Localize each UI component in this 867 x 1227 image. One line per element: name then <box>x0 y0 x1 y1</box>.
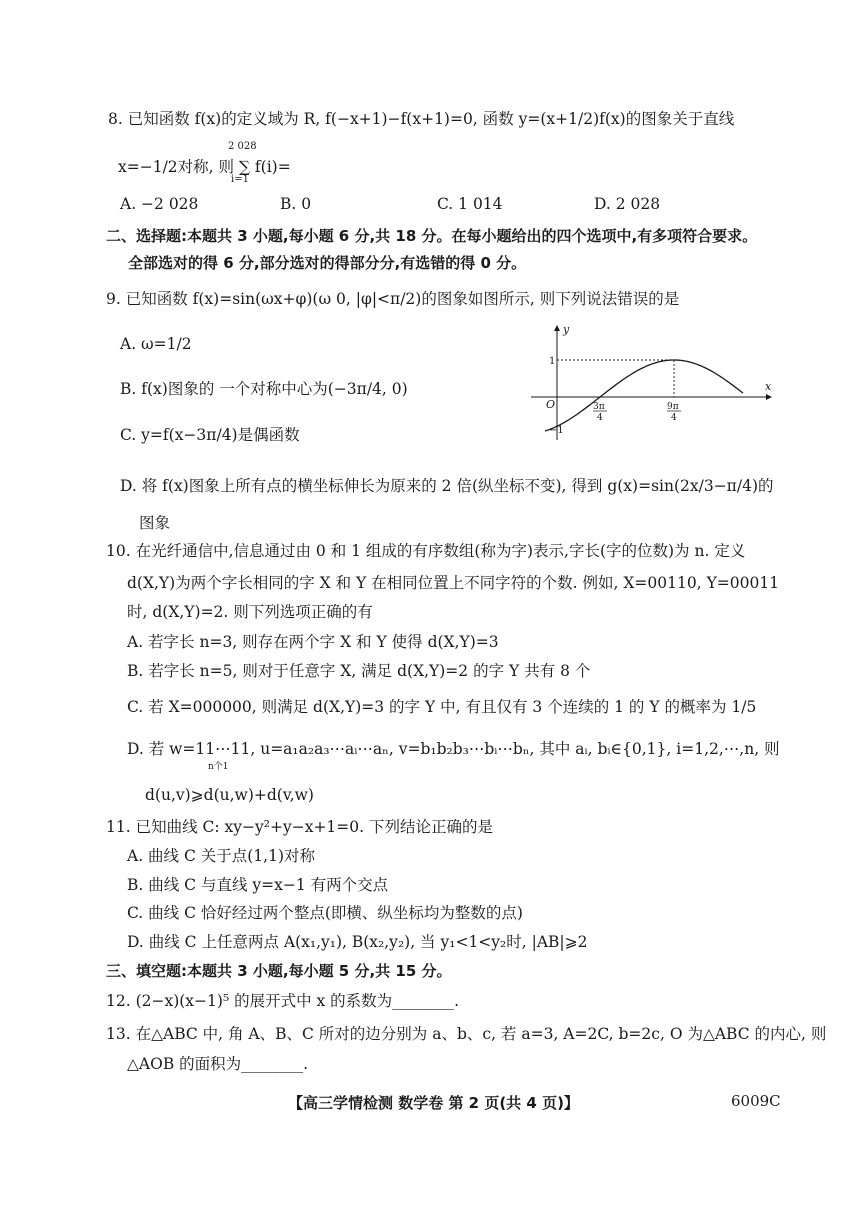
q11-option-a: A. 曲线 C 关于点(1,1)对称 <box>127 847 316 865</box>
origin-label: O <box>546 398 556 411</box>
y-tick-1: 1 <box>549 356 556 367</box>
q9-option-d-line2: 图象 <box>139 514 171 532</box>
q8-option-d: D. 2 028 <box>594 195 661 213</box>
x-axis-label: x <box>765 380 772 393</box>
q10-line2: d(X,Y)为两个字长相同的字 X 和 Y 在相同位置上不同字符的个数. 例如, X=00110, Y=00011 <box>127 574 780 592</box>
x-tick-3pi-num: 3π <box>593 402 605 412</box>
sine-curve <box>545 360 743 431</box>
q10-option-d-line1: D. 若 w=11⋯11, u=a₁a₂a₃⋯aᵢ⋯aₙ, v=b₁b₂b₃⋯bᵢ⋯bₙ, 其中 aᵢ, bᵢ∈{0,1}, i=1,2,⋯,n, 则 <box>127 740 780 758</box>
q8-option-b: B. 0 <box>280 195 312 213</box>
q9-option-d-line1: D. 将 f(x)图象上所有点的横坐标伸长为原来的 2 倍(纵坐标不变), 得到 g(x)=sin(2x/3−π/4)的 <box>120 477 774 495</box>
x-tick-9pi-num: 9π <box>667 402 679 412</box>
q10-line3: 时, d(X,Y)=2. 则下列选项正确的有 <box>127 603 373 621</box>
q9-option-c: C. y=f(x−3π/4)是偶函数 <box>120 426 300 444</box>
sine-graph <box>527 322 777 444</box>
q8-option-a: A. −2 028 <box>120 195 199 213</box>
q10-option-a: A. 若字长 n=3, 则存在两个字 X 和 Y 使得 d(X,Y)=3 <box>127 633 499 651</box>
q9-option-b: B. f(x)图象的 一个对称中心为(−3π/4, 0) <box>120 380 408 398</box>
q10-line1: 10. 在光纤通信中,信息通过由 0 和 1 组成的有序数组(称为字)表示,字长(字的位数)为 n. 定义 <box>106 542 746 560</box>
y-tick-neg1: −1 <box>549 425 564 436</box>
q13-line1: 13. 在△ABC 中, 角 A、B、C 所对的边分别为 a、b、c, 若 a=3, A=2C, b=2c, O 为△ABC 的内心, 则 <box>106 1025 827 1043</box>
q9-stem: 9. 已知函数 f(x)=sin(ωx+φ)(ω 0, |φ|<π/2)的图象如图所示, 则下列说法错误的是 <box>106 290 680 308</box>
y-axis-label: y <box>563 323 570 336</box>
q10-option-b: B. 若字长 n=5, 则对于任意字 X, 满足 d(X,Y)=2 的字 Y 共有 8 个 <box>127 662 591 680</box>
exam-code: 6009C <box>731 1092 781 1110</box>
page-footer: 【高三学情检测 数学卷 第 2 页(共 4 页)】 <box>288 1094 579 1112</box>
q10-option-c: C. 若 X=000000, 则满足 d(X,Y)=3 的字 Y 中, 有且仅有 3 个连续的 1 的 Y 的概率为 1/5 <box>127 698 757 716</box>
section3-heading: 三、填空题:本题共 3 小题,每小题 5 分,共 15 分。 <box>106 962 452 980</box>
q8-line1: 8. 已知函数 f(x)的定义域为 R, f(−x+1)−f(x+1)=0, 函数 y=(x+1/2)f(x)的图象关于直线 <box>108 110 735 128</box>
q8-sum-upper: 2 028 <box>228 141 257 152</box>
q11-option-c: C. 曲线 C 恰好经过两个整点(即横、纵坐标均为整数的点) <box>127 904 523 922</box>
q13-line2: △AOB 的面积为________. <box>127 1055 309 1073</box>
q12: 12. (2−x)(x−1)⁵ 的展开式中 x 的系数为________. <box>106 992 460 1010</box>
x-tick-9pi-den: 4 <box>671 413 677 423</box>
q8-line2: x=−1/2对称, 则 ∑ f(i)= <box>118 158 291 176</box>
q9-option-a: A. ω=1/2 <box>120 335 192 353</box>
q10-option-d-underbrace: n个1 <box>208 762 229 772</box>
q8-sum-lower: i=1 <box>231 174 249 185</box>
x-tick-3pi-den: 4 <box>597 413 603 423</box>
q11-option-d: D. 曲线 C 上任意两点 A(x₁,y₁), B(x₂,y₂), 当 y₁<1<y₂时, |AB|⩾2 <box>127 933 588 951</box>
q8-option-c: C. 1 014 <box>437 195 503 213</box>
q11-stem: 11. 已知曲线 C: xy−y²+y−x+1=0. 下列结论正确的是 <box>106 818 493 836</box>
section2-heading: 二、选择题:本题共 3 小题,每小题 6 分,共 18 分。在每小题给出的四个选项中,有多项符合要求。 <box>106 227 758 245</box>
section2-instructions: 全部选对的得 6 分,部分选对的得部分分,有选错的得 0 分。 <box>128 254 527 272</box>
q11-option-b: B. 曲线 C 与直线 y=x−1 有两个交点 <box>127 876 389 894</box>
q10-option-d-line2: d(u,v)⩾d(u,w)+d(v,w) <box>145 786 314 804</box>
